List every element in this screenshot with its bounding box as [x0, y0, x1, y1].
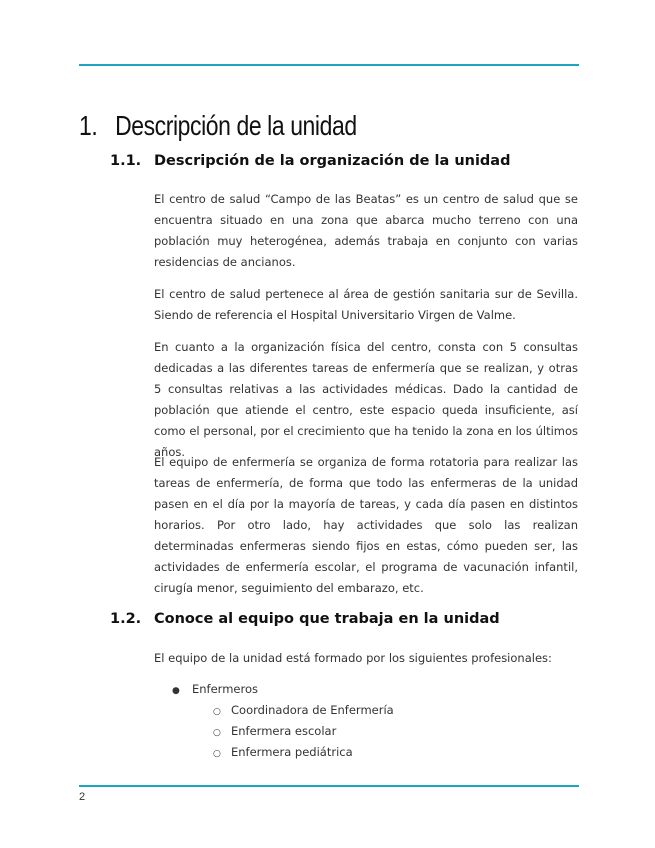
bullet-icon: ● — [172, 686, 180, 696]
paragraph: En cuanto a la organización física del centro, consta con 5 consultas dedicadas a las diferentes tareas de enfermería que se realizan, y otras 5 consultas relativas a las actividades médicas. Dado la cantidad de población que atiende el centro, este espacio queda insuficiente, así como el personal, por el crecimiento que ha tenido la zona en los últimos años. — [154, 340, 578, 459]
list-item-label: Coordinadora de Enfermería — [231, 703, 394, 717]
section-number: 1.2. — [110, 611, 142, 627]
list-item-label: Enfermera pediátrica — [231, 745, 353, 759]
footer-rule — [79, 785, 579, 787]
section-heading-1-1 — [110, 153, 510, 169]
list-item — [172, 679, 258, 700]
chapter-number: 1. — [79, 110, 98, 141]
paragraph: El equipo de la unidad está formado por los siguientes profesionales: — [154, 651, 552, 665]
chapter-title: Descripción de la unidad — [115, 110, 357, 141]
list-item-label: Enfermera escolar — [231, 724, 337, 738]
header-rule — [79, 64, 579, 66]
list-item — [213, 700, 394, 721]
list-item — [213, 742, 394, 763]
paragraph: El centro de salud pertenece al área de gestión sanitaria sur de Sevilla. Siendo de referencia el Hospital Universitario Virgen de Valme. — [154, 287, 578, 322]
paragraph: El centro de salud “Campo de las Beatas” es un centro de salud que se encuentra situado en una zona que abarca mucho terreno con una población muy heterogénea, además trabaja en conjunto con varias residencias de ancianos. — [154, 192, 578, 269]
page-number: 2 — [79, 791, 86, 803]
paragraph: El equipo de enfermería se organiza de forma rotatoria para realizar las tareas de enfermería, de forma que todo las enfermeras de la unidad pasen en el día por la mayoría de tareas, y cada día pasen en distintos horarios. Por otro lado, hay actividades que solo las realizan determinadas enfermeras siendo fijos en estas, cómo pueden ser, las actividades de enfermería escolar, el programa de vacunación infantil, cirugía menor, seguimiento del embarazo, etc. — [154, 455, 578, 595]
team-list — [172, 679, 258, 700]
team-sublist — [213, 700, 394, 763]
section-title: Descripción de la organización de la unidad — [154, 153, 511, 169]
circle-bullet-icon: ○ — [213, 728, 221, 738]
list-item — [213, 721, 394, 742]
section-heading-1-2 — [110, 611, 500, 627]
section-number: 1.1. — [110, 153, 142, 169]
chapter-heading — [79, 110, 357, 142]
section-title: Conoce al equipo que trabaja en la unidad — [154, 611, 500, 627]
circle-bullet-icon: ○ — [213, 707, 221, 717]
list-item-label: Enfermeros — [192, 682, 258, 696]
circle-bullet-icon: ○ — [213, 749, 221, 759]
